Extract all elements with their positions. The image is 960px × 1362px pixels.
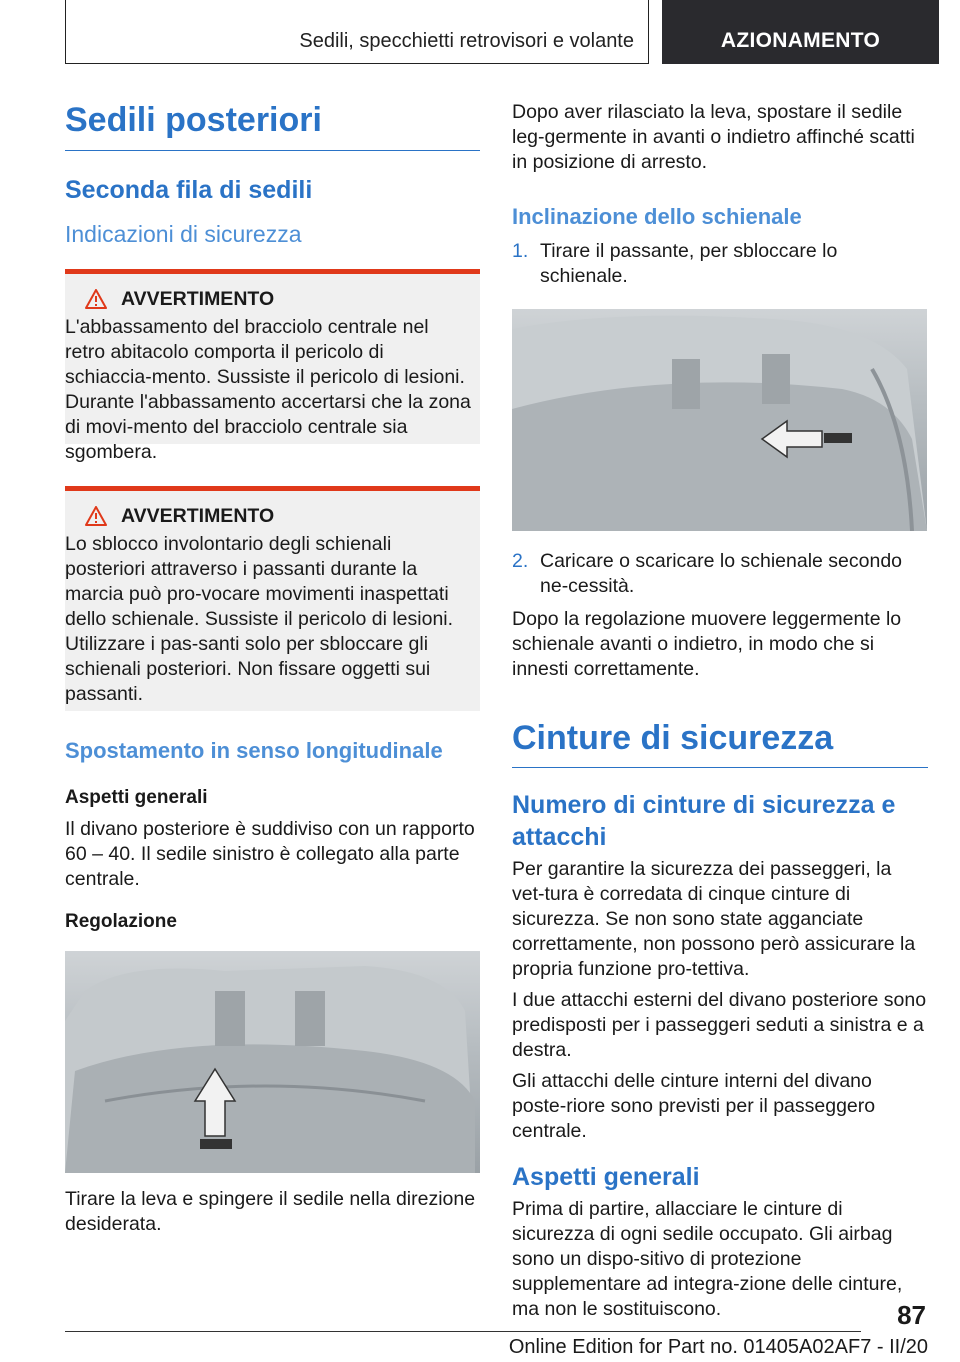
paragraph-belts-1: Per garantire la sicurezza dei passeggeri, la vet-tura è corredata di cinque cinture di sicurezza. Se non sono state agganciate correttamente, non possono però assicurare la propria funzione pro-tettiva. — [512, 857, 916, 980]
seat-adjust-photo — [65, 951, 480, 1173]
warning-box-armrest — [65, 269, 480, 463]
step-2 — [512, 549, 928, 599]
warning-box-backrest — [65, 486, 480, 711]
step-text: Tirare il passante, per sbloccare lo schienale. — [540, 239, 838, 287]
heading-belt-count: Numero di cinture di sicurezza e attacchi — [512, 791, 896, 851]
step-text: Caricare o scaricare lo schienale secondo ne-cessità. — [540, 549, 903, 597]
heading-rule — [512, 767, 928, 768]
paragraph-general-belts: Prima di partire, allacciare le cinture di sicurezza di ogni sedile occupato. Gli airbag sono un dispo-sitivo di protezione supplementare ad integra-zione delle cinture, ma non le sostituiscono. — [512, 1198, 903, 1321]
heading-longitudinal: Spostamento in senso longitudinale — [65, 737, 443, 763]
heading-general-belts: Aspetti generali — [512, 1162, 700, 1191]
heading-seat-belts: Cinture di sicurezza — [512, 718, 834, 757]
warning-text: L'abbassamento del bracciolo centrale nel retro abitacolo comporta il pericolo di schiaccia-mento. Sussiste il pericolo di lesioni. Durante l'abbassamento accertarsi che la zona di movi-mento del bracciolo centrale sia sgombera. — [65, 315, 471, 463]
paragraph-belts-3: Gli attacchi delle cinture interni del divano poste-riore sono previsti per il passeggero centrale. — [512, 1069, 876, 1142]
paragraph-general: Il divano posteriore è suddiviso con un rapporto 60 – 40. Il sedile sinistro è collegato alla parte centrale. — [65, 817, 475, 890]
header-section-title: Sedili, specchietti retrovisori e volante — [299, 30, 634, 52]
step-number: 1. — [512, 239, 529, 262]
step-number: 2. — [512, 549, 529, 572]
heading-second-row: Seconda fila di sedili — [65, 175, 313, 204]
paragraph-adjust: Tirare la leva e spingere il sedile nella direzione desiderata. — [65, 1187, 476, 1235]
right-column — [512, 100, 928, 1322]
heading-safety-notes: Indicazioni di sicurezza — [65, 221, 302, 248]
warning-triangle-icon — [85, 289, 107, 309]
heading-rule — [65, 150, 480, 151]
left-column — [65, 100, 480, 1237]
footer-rule — [65, 1331, 861, 1332]
heading-backrest-incline: Inclinazione dello schienale — [512, 204, 802, 229]
heading-adjustment: Regolazione — [65, 910, 177, 932]
warning-triangle-icon — [85, 506, 107, 526]
footer-edition: Online Edition for Part no. 01405A02AF7 - II/20 — [508, 1336, 928, 1358]
step-1 — [512, 239, 928, 289]
page-number: 87 — [897, 1300, 926, 1330]
backrest-photo — [512, 309, 927, 531]
backrest-illustration — [512, 309, 927, 531]
paragraph-belts-2: I due attacchi esterni del divano posteriore sono predisposti per i passeggeri seduti a sinistra e a destra. — [512, 988, 927, 1061]
paragraph-after-adjust: Dopo la regolazione muovere leggermente lo schienale avanti o indietro, in modo che si innesti correttamente. — [512, 607, 902, 680]
heading-rear-seats: Sedili posteriori — [65, 101, 322, 139]
warning-title: AVVERTIMENTO — [121, 504, 275, 527]
warning-text: Lo sblocco involontario degli schienali posteriori attraverso i passanti durante la marcia può pro-vocare movimenti inaspettati dello schienale. Sussiste il pericolo di lesioni. Utilizzare i pas-santi solo per sbloccare gli schienali posteriori. Non fissare oggetti sui passanti. — [65, 532, 454, 705]
seat-adjust-illustration — [65, 951, 480, 1173]
warning-title: AVVERTIMENTO — [121, 287, 275, 310]
paragraph-intro: Dopo aver rilasciato la leva, spostare il sedile leg-germente in avanti o indietro affinché scatti in posizione di arresto. — [512, 101, 915, 173]
header-chapter-tab: AZIONAMENTO — [662, 0, 939, 64]
heading-general: Aspetti generali — [65, 787, 208, 809]
